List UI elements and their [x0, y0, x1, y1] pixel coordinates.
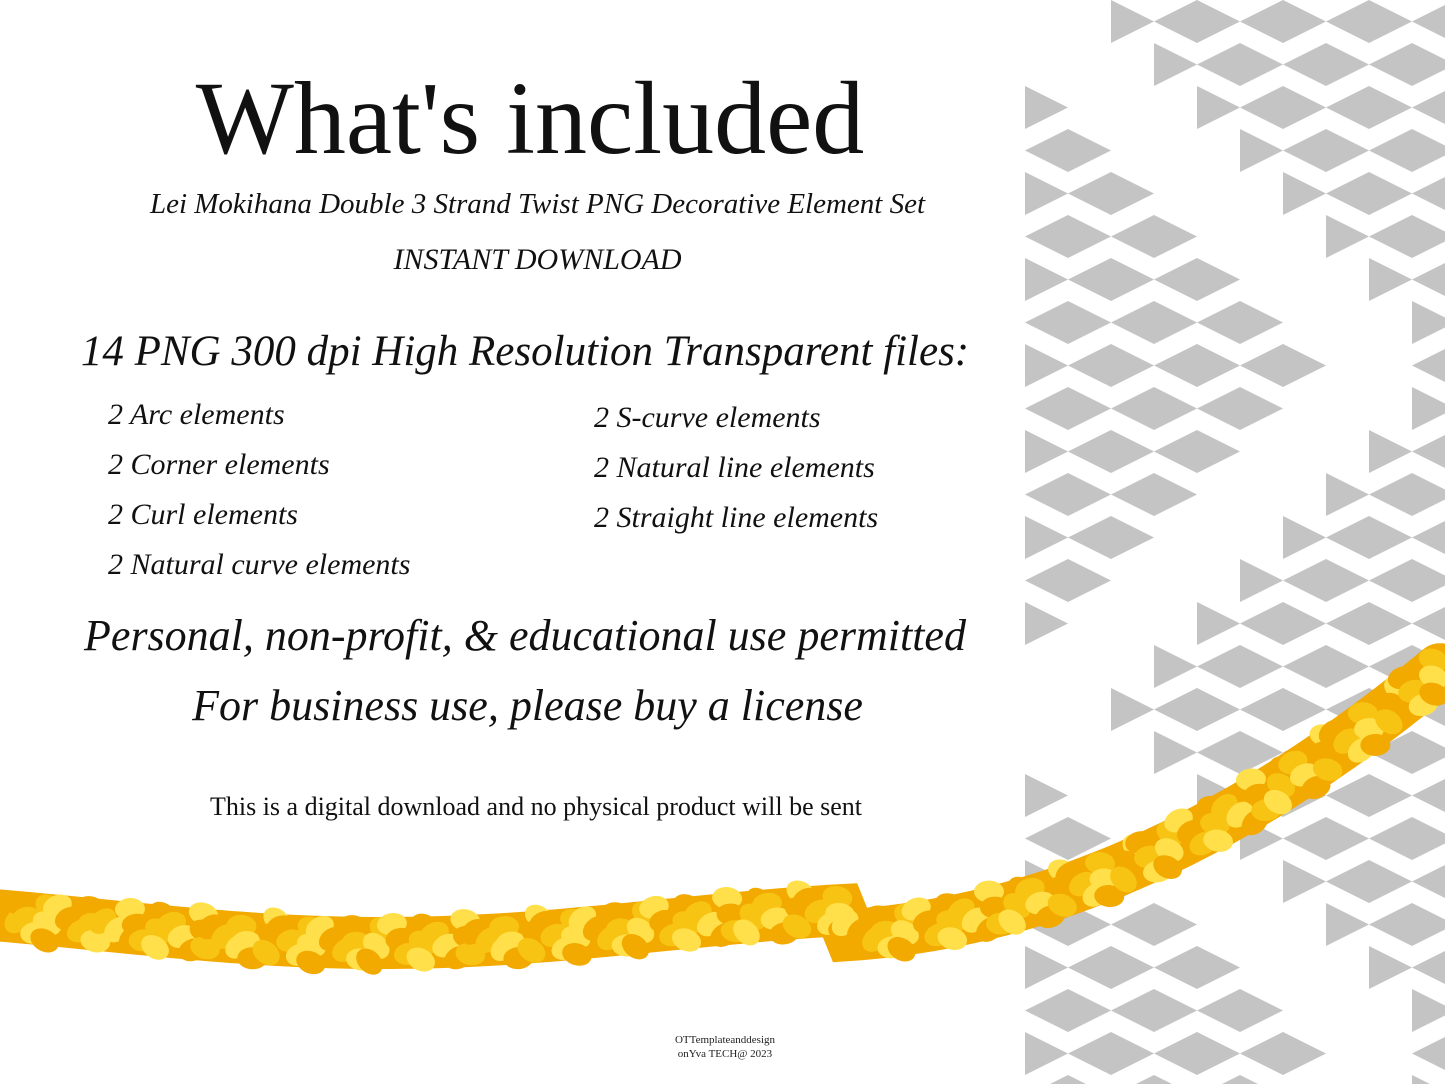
page-title: What's included: [195, 61, 865, 176]
business-license-text: For business use, please buy a license: [192, 681, 863, 730]
digital-download-notice: This is a digital download and no physical product will be sent: [209, 792, 863, 821]
credit: [620, 1034, 830, 1062]
product-subtitle: Lei Mokihana Double 3 Strand Twist PNG Decorative Element Set: [149, 188, 926, 220]
list-item: 2 Arc elements: [108, 398, 285, 431]
list-item: 2 Curl elements: [108, 498, 298, 531]
list-item: 2 Natural line elements: [594, 451, 875, 484]
usage-permitted-text: Personal, non-profit, & educational use permitted: [84, 611, 966, 660]
instant-download-label: INSTANT DOWNLOAD: [393, 243, 682, 276]
list-item: 2 Natural curve elements: [108, 548, 411, 581]
list-item: 2 S-curve elements: [594, 401, 821, 434]
list-item: 2 Straight line elements: [594, 501, 879, 534]
credit-line-2: onYva TECH@ 2023: [677, 1047, 773, 1060]
hawaiian-triangle-pattern-icon: [1025, 0, 1445, 1084]
credit-line-1: OTTemplateanddesign: [674, 1034, 776, 1046]
files-heading: 14 PNG 300 dpi High Resolution Transparent files:: [80, 328, 970, 375]
list-item: 2 Corner elements: [108, 448, 330, 481]
